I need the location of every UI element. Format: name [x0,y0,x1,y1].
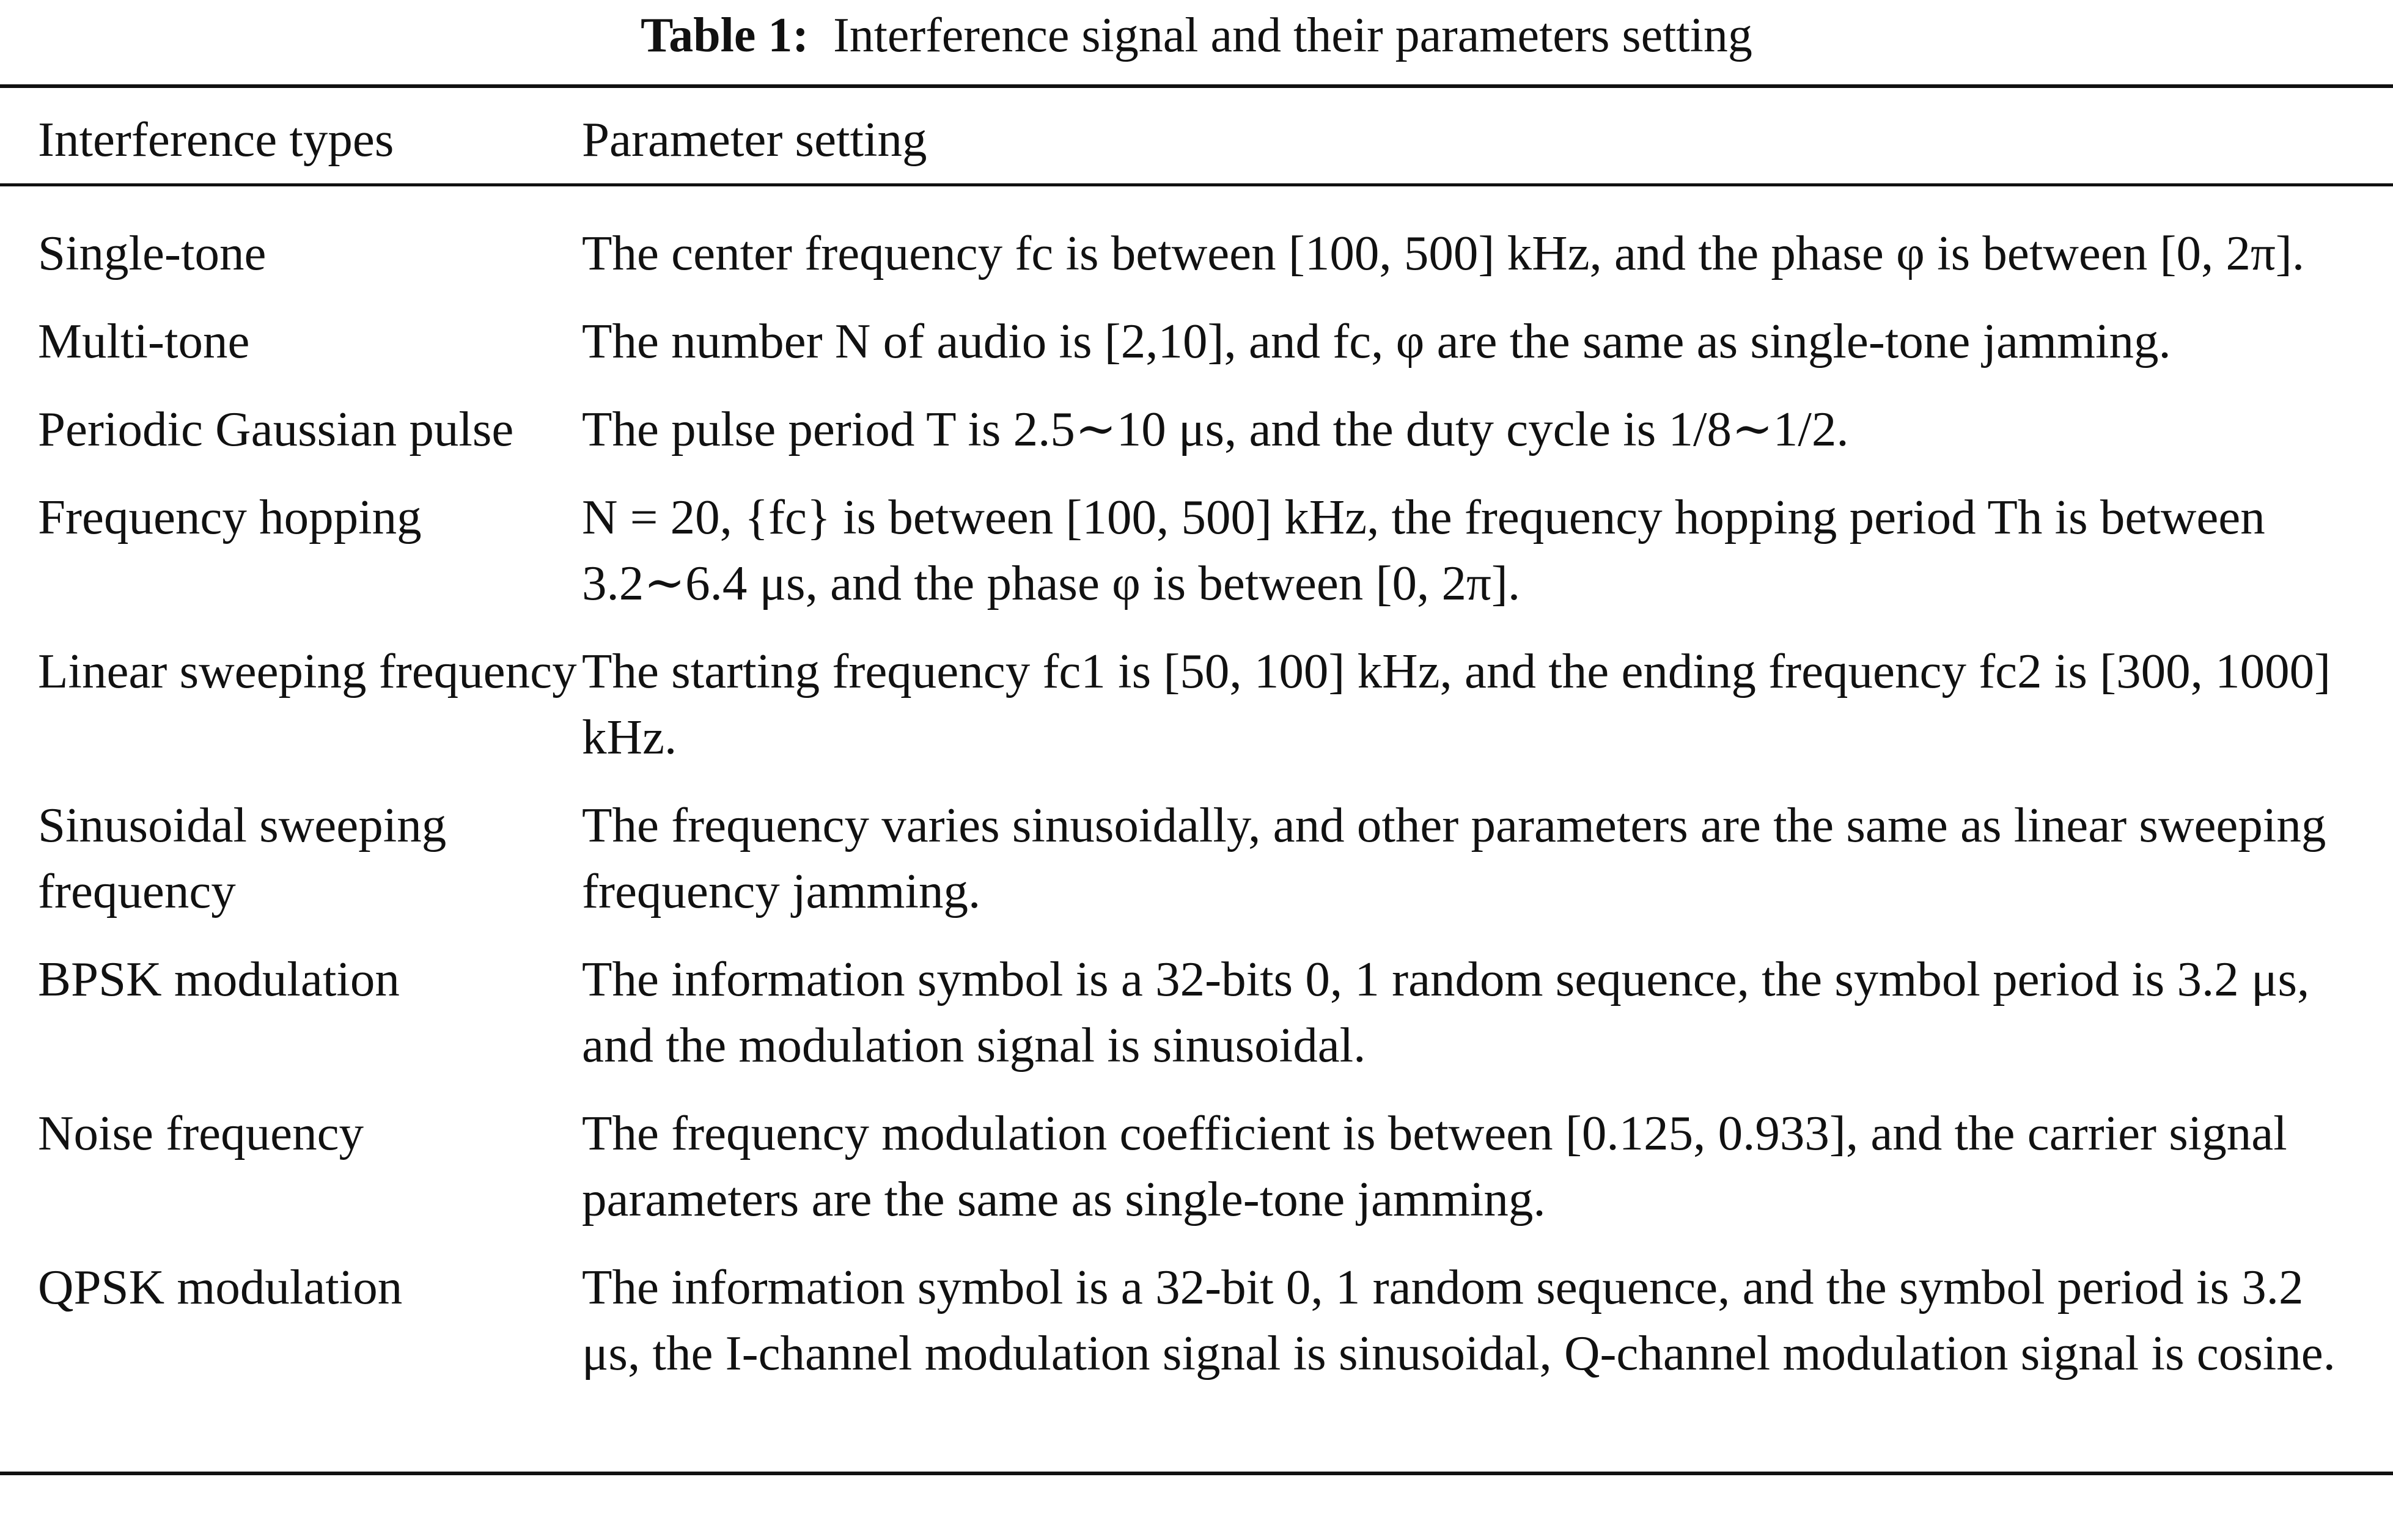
header-parameter-setting: Parameter setting [582,112,927,167]
top-rule [0,84,2393,88]
row-setting: The information symbol is a 32-bits 0, 1 random sequence, the symbol period is 3.2 μs, and the modulation signal is sinusoidal. [582,952,2310,1072]
row-setting: The information symbol is a 32-bit 0, 1 random sequence, and the symbol period is 3.2 μs, the I-channel modulation signal is sinusoidal, Q-channel modulation signal is cosine. [582,1260,2336,1380]
row-type: BPSK modulation [38,952,400,1007]
header-interference-types: Interference types [38,112,394,167]
row-type: Frequency hopping [38,490,422,544]
table-row [0,193,2393,292]
caption-text: Interference signal and their parameters setting [833,9,1752,62]
table-row [0,292,2393,380]
row-setting: The pulse period T is 2.5∼10 μs, and the duty cycle is 1/8∼1/2. [582,402,1849,457]
row-type: Periodic Gaussian pulse [38,402,514,457]
table-row [0,1084,2393,1238]
table-row [0,622,2393,776]
row-type: Linear sweeping frequency [38,644,577,698]
table-row [0,930,2393,1084]
row-setting: The starting frequency fc1 is [50, 100] kHz, and the ending frequency fc2 is [300, 1000] kHz. [582,644,2331,765]
row-type: Single-tone [38,226,267,280]
row-type: QPSK modulation [38,1260,403,1314]
parameter-table [0,89,2393,1392]
row-type: Sinusoidal sweeping frequency [38,798,447,919]
row-setting: The center frequency fc is between [100, 500] kHz, and the phase φ is between [0, 2π]. [582,226,2305,280]
bottom-rule [0,1472,2393,1475]
row-setting: The frequency modulation coefficient is between [0.125, 0.933], and the carrier signal parameters are the same as single-tone jamming. [582,1106,2287,1226]
header-row [0,89,2393,193]
table-row [0,776,2393,930]
table-caption [0,5,2393,66]
caption-label: Table 1: [641,9,809,62]
row-type: Multi-tone [38,314,250,369]
table-row [0,468,2393,622]
row-setting: The number N of audio is [2,10], and fc, φ are the same as single-tone jamming. [582,314,2171,369]
row-setting: The frequency varies sinusoidally, and other parameters are the same as linear sweeping frequency jamming. [582,798,2326,919]
table-row [0,380,2393,468]
row-type: Noise frequency [38,1106,364,1160]
table-row [0,1238,2393,1392]
row-setting: N = 20, {fc} is between [100, 500] kHz, the frequency hopping period Th is between 3.2∼6.4 μs, and the phase φ is between [0, 2π]. [582,490,2265,610]
